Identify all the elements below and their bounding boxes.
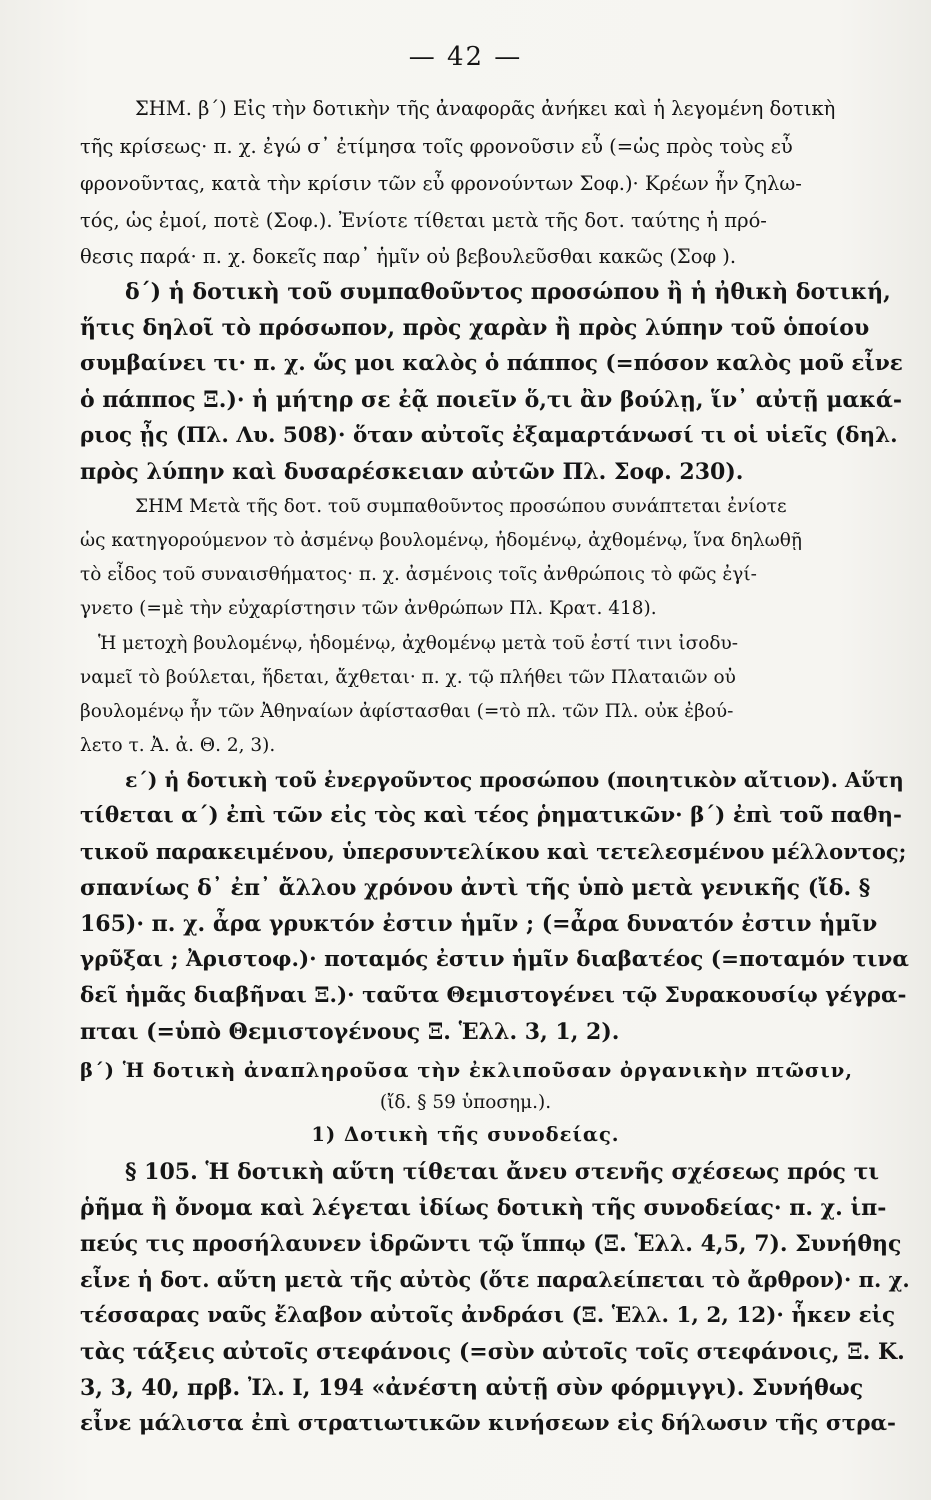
- text-line: ναμεῖ τὸ βούλεται, ἥδεται, ἄχθεται· π. χ. τῷ πλήθει τῶν Πλαταιῶν οὐ: [80, 667, 736, 688]
- text-line: ἥτις δηλοῖ τὸ πρόσωπον, πρὸς χαρὰν ἢ πρὸς λύπην τοῦ ὁποίου: [80, 315, 870, 341]
- text-line: τός, ὡς ἐμοί, ποτὲ (Σοφ.). Ἐνίοτε τίθεται μετὰ τῆς δοτ. ταύτης ἡ πρό-: [80, 209, 767, 232]
- text-line: ῥῆμα ἢ ὄνομα καὶ λέγεται ἰδίως δοτικὴ τῆς συνοδείας· π. χ. ἱπ-: [80, 1195, 887, 1221]
- paragraph-start: § 105. Ἡ δοτικὴ αὕτη τίθεται ἄνευ στενῆς σχέσεως πρός τι: [125, 1159, 880, 1185]
- text-line: Ἡ μετοχὴ βουλομένῳ, ἡδομένῳ, ἀχθομένῳ μετὰ τοῦ ἐστί τινι ἰσοδυ-: [98, 633, 739, 654]
- text-line: ὁ πάππος Ξ.)· ἡ μήτηρ σε ἐᾷ ποιεῖν ὅ,τι ἂν βούλῃ, ἵν᾽ αὐτῇ μακά-: [80, 387, 902, 413]
- section-subheading: (ἴδ. § 59 ὑποσημ.).: [379, 1092, 552, 1113]
- text-line: φρονοῦντας, κατὰ τὴν κρίσιν τῶν εὖ φρονούντων Σοφ.)· Κρέων ἦν ζηλω-: [80, 172, 802, 195]
- text-line: ριος ᾖς (Πλ. Λυ. 508)· ὅταν αὐτοῖς ἐξαμαρτάνωσί τι οἱ υἱεῖς (δηλ.: [80, 423, 898, 448]
- text-line: τὰς τάξεις αὐτοῖς στεφάνοις (=σὺν αὐτοῖς τοῖς στεφάνοις, Ξ. Κ.: [80, 1339, 905, 1365]
- text-line: τίθεται α΄) ἐπὶ τῶν εἰς τὸς καὶ τέος ῥηματικῶν· β΄) ἐπὶ τοῦ παθη-: [80, 803, 902, 828]
- text-line: τέσσαρας ναῦς ἔλαβον αὐτοῖς ἀνδράσι (Ξ. Ἑλλ. 1, 2, 12)· ἧκεν εἰς: [80, 1303, 896, 1328]
- text-line: ΣΗΜ. β΄) Εἰς τὴν δοτικὴν τῆς ἀναφορᾶς ἀνήκει καὶ ἡ λεγομένη δοτικὴ: [135, 97, 836, 120]
- text-line: εἶνε ἡ δοτ. αὕτη μετὰ τῆς αὐτὸς (ὅτε παραλείπεται τὸ ἄρθρον)· π. χ.: [80, 1267, 910, 1292]
- text-line: τικοῦ παρακειμένου, ὑπερσυντελίκου καὶ τετελεσμένου μέλλοντος;: [80, 839, 907, 864]
- text-line: βουλομένῳ ἦν τῶν Ἀθηναίων ἀφίστασθαι (=τὸ πλ. τῶν Πλ. οὐκ ἐβού-: [80, 701, 734, 722]
- subsection-heading: 1) Δοτικὴ τῆς συνοδείας.: [311, 1123, 620, 1146]
- text-line: λετο τ. Ἀ. ἀ. Θ. 2, 3).: [80, 735, 276, 756]
- text-line: πεύς τις προσήλαυνεν ἱδρῶντι τῷ ἵππῳ (Ξ. Ἑλλ. 4,5, 7). Συνήθης: [80, 1231, 902, 1257]
- text-line: θεσις παρά· π. χ. δοκεῖς παρ᾽ ἡμῖν οὐ βεβουλεῦσθαι κακῶς (Σοφ ).: [80, 245, 737, 268]
- text-line: 3, 3, 40, πρβ. Ἰλ. Ι, 194 «ἀνέστη αὐτῇ σὺν φόρμιγγι). Συνήθως: [80, 1375, 864, 1401]
- page-number: — 42 —: [408, 42, 523, 72]
- text-line: ὡς κατηγορούμενον τὸ ἀσμένῳ βουλομένῳ, ἡδομένῳ, ἀχθομένῳ, ἵνα δηλωθῇ: [80, 530, 802, 551]
- text-line: σπανίως δ᾽ ἐπ᾽ ἄλλου χρόνου ἀντὶ τῆς ὑπὸ μετὰ γενικῆς (ἴδ. §: [80, 875, 871, 901]
- text-line: ε΄) ἡ δοτικὴ τοῦ ἐνεργοῦντος προσώπου (ποιητικὸν αἴτιον). Αὕτη: [125, 768, 904, 792]
- text-line: τῆς κρίσεως· π. χ. ἐγώ σ᾽ ἐτίμησα τοῖς φρονοῦσιν εὖ (=ὡς πρὸς τοὺς εὖ: [80, 135, 793, 158]
- text-line: πται (=ὑπὸ Θεμιστογένους Ξ. Ἑλλ. 3, 1, 2).: [80, 1019, 620, 1045]
- text-line: πρὸς λύπην καὶ δυσαρέσκειαν αὐτῶν Πλ. Σοφ. 230).: [80, 459, 744, 485]
- text-line: τὸ εἶδος τοῦ συναισθήματος· π. χ. ἀσμένοις τοῖς ἀνθρώποις τὸ φῶς ἐγί-: [80, 564, 757, 585]
- text-line: συμβαίνει τι· π. χ. ὥς μοι καλὸς ὁ πάππος (=πόσον καλὸς μοῦ εἶνε: [80, 351, 903, 376]
- text-line: δεῖ ἡμᾶς διαβῆναι Ξ.)· ταῦτα Θεμιστογένει τῷ Συρακουσίῳ γέγρα-: [80, 983, 907, 1008]
- text-line: ΣΗΜ Μετὰ τῆς δοτ. τοῦ συμπαθοῦντος προσώπου συνάπτεται ἐνίοτε: [135, 496, 787, 517]
- text-line: γρῦξαι ; Ἀριστοφ.)· ποταμός ἐστιν ἡμῖν διαβατέος (=ποταμόν τινα: [80, 947, 909, 972]
- text-line: εἶνε μάλιστα ἐπὶ στρατιωτικῶν κινήσεων εἰς δήλωσιν τῆς στρα-: [80, 1411, 896, 1436]
- text-line: 165)· π. χ. ἆρα γρυκτόν ἐστιν ἡμῖν ; (=ἆρα δυνατόν ἐστιν ἡμῖν: [80, 911, 878, 937]
- section-heading: β΄) Ἡ δοτικὴ ἀναπληροῦσα τὴν ἐκλιποῦσαν ὀργανικὴν πτῶσιν,: [80, 1059, 854, 1082]
- text-line: γνετο (=μὲ τὴν εὐχαρίστησιν τῶν ἀνθρώπων Πλ. Κρατ. 418).: [80, 598, 657, 619]
- text-line: δ΄) ἡ δοτικὴ τοῦ συμπαθοῦντος προσώπου ἢ ἡ ἠθικὴ δοτική,: [125, 279, 891, 305]
